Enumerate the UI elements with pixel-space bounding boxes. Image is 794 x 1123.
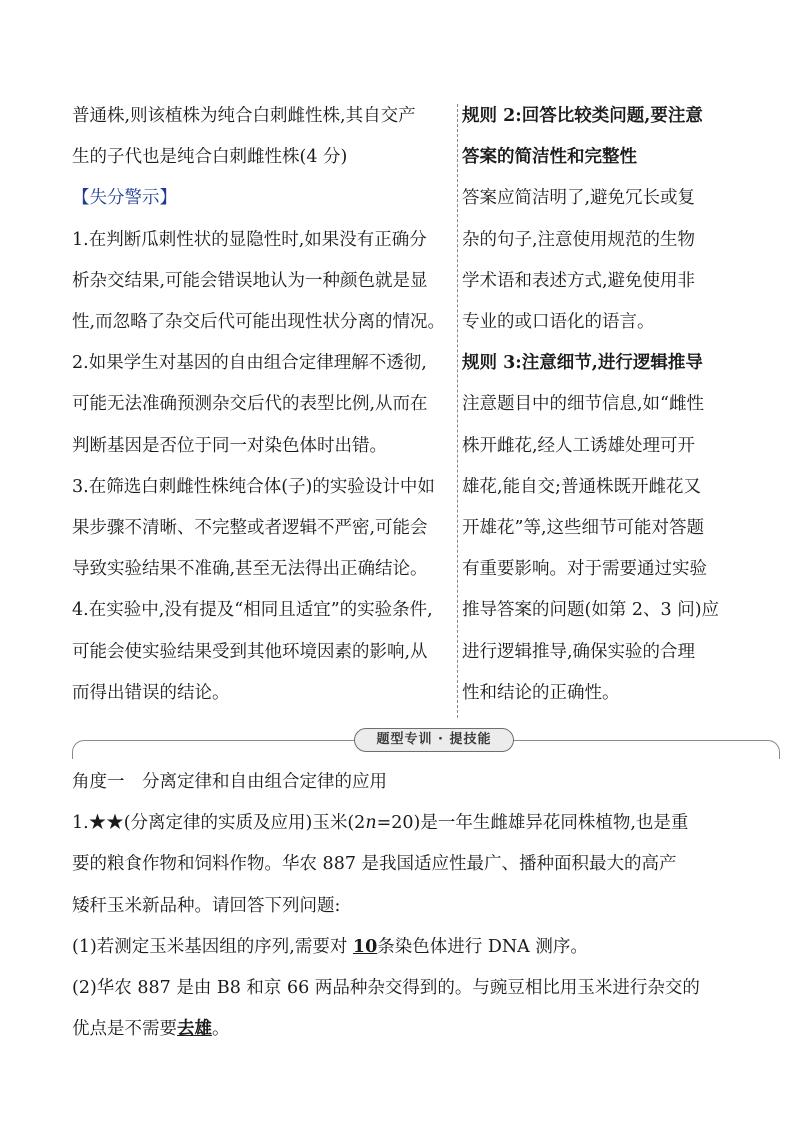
warning-item: 可能会使实验结果受到其他环境因素的影响,从 [72, 641, 428, 662]
rule-2-body: 学术语和表述方式,避免使用非 [462, 270, 696, 291]
warning-tag: 【失分警示】 [72, 188, 177, 209]
section-title-pill: 题型专训 · 提技能 [354, 728, 514, 752]
rule-2-body: 杂的句子,注意使用规范的生物 [462, 229, 696, 250]
warning-item: 1.在判断瓜刺性状的显隐性时,如果没有正确分 [72, 229, 427, 250]
column-divider [457, 104, 458, 718]
rule-2-body: 专业的或口语化的语言。 [462, 312, 655, 333]
sub-question-1-text: (1)若测定玉米基因组的序列,需要对 [72, 936, 353, 957]
sub-question-1-text-end: 条染色体进行 DNA 测序。 [377, 936, 588, 957]
rule-3-body: 注意题目中的细节信息,如“雌性 [462, 394, 705, 415]
question-1-line [72, 803, 732, 844]
text-line: 普通株,则该植株为纯合白刺雌性株,其自交产 [72, 106, 416, 126]
rule-3-body: 推导答案的问题(如第 2、3 问)应 [462, 600, 720, 621]
warning-item: 析杂交结果,可能会错误地认为一种颜色就是显 [72, 270, 428, 291]
rule-3-body: 开雄花”等,这些细节可能对答题 [462, 518, 705, 539]
warning-item: 可能无法准确预测杂交后代的表型比例,从而在 [72, 394, 428, 415]
section-bar [72, 727, 780, 757]
rule-2-title: 答案的简洁性和完整性 [462, 147, 637, 168]
warning-item: 4.在实验中,没有提及“相同且适宜”的实验条件, [72, 600, 433, 621]
question-1-prefix: 1.★★(分离定律的实质及应用)玉米(2 [72, 813, 366, 834]
sub-question-2-text-end: 。 [212, 1019, 230, 1040]
question-block [72, 762, 732, 1050]
question-1-suffix: =20)是一年生雌雄异花同株植物,也是重 [376, 813, 689, 834]
sub-question-2-text: 优点是不需要 [72, 1019, 177, 1040]
rule-2-body: 答案应简洁明了,避免冗长或复 [462, 188, 696, 209]
rule-3-body: 株开雌花,经人工诱雄处理可开 [462, 435, 696, 456]
left-column [72, 96, 454, 714]
answer-10: 10 [352, 936, 378, 957]
warning-item: 判断基因是否位于同一对染色体时出错。 [72, 435, 387, 456]
rule-3-body: 雄花,能自交;普通株既开雌花又 [462, 476, 701, 497]
sub-question-2-line [72, 1009, 732, 1050]
question-1-line: 要的粮食作物和饲料作物。华农 887 是我国适应性最广、播种面积最大的高产 [72, 854, 677, 875]
warning-item: 导致实验结果不准确,甚至无法得出正确结论。 [72, 559, 428, 580]
rule-3-body: 性和结论的正确性。 [462, 682, 620, 703]
angle-heading: 角度一 分离定律和自由组合定律的应用 [72, 772, 387, 792]
answer-emasculation: 去雄 [177, 1019, 212, 1040]
question-1-line: 矮秆玉米新品种。请回答下列问题: [72, 895, 341, 916]
rule-3-title: 规则 3:注意细节,进行逻辑推导 [462, 353, 703, 374]
warning-item: 果步骤不清晰、不完整或者逻辑不严密,可能会 [72, 518, 428, 539]
text-line: 生的子代也是纯合白刺雌性株(4 分) [72, 147, 348, 168]
sub-question-2: (2)华农 887 是由 B8 和京 66 两品种杂交得到的。与豌豆相比用玉米进行杂交的 [72, 978, 700, 999]
warning-item: 性,而忽略了杂交后代可能出现性状分离的情况。 [72, 312, 446, 333]
rule-2-title: 规则 2:回答比较类问题,要注意 [462, 106, 703, 126]
warning-item: 3.在筛选白刺雌性株纯合体(子)的实验设计中如 [72, 476, 435, 497]
right-column [462, 96, 724, 714]
rule-3-body: 有重要影响。对于需要通过实验 [462, 559, 707, 580]
variable-n: n [365, 813, 377, 834]
sub-question-1 [72, 927, 732, 968]
warning-item: 2.如果学生对基因的自由组合定律理解不透彻, [72, 353, 427, 374]
warning-item: 而得出错误的结论。 [72, 682, 230, 703]
rule-3-body: 进行逻辑推导,确保实验的合理 [462, 641, 696, 662]
